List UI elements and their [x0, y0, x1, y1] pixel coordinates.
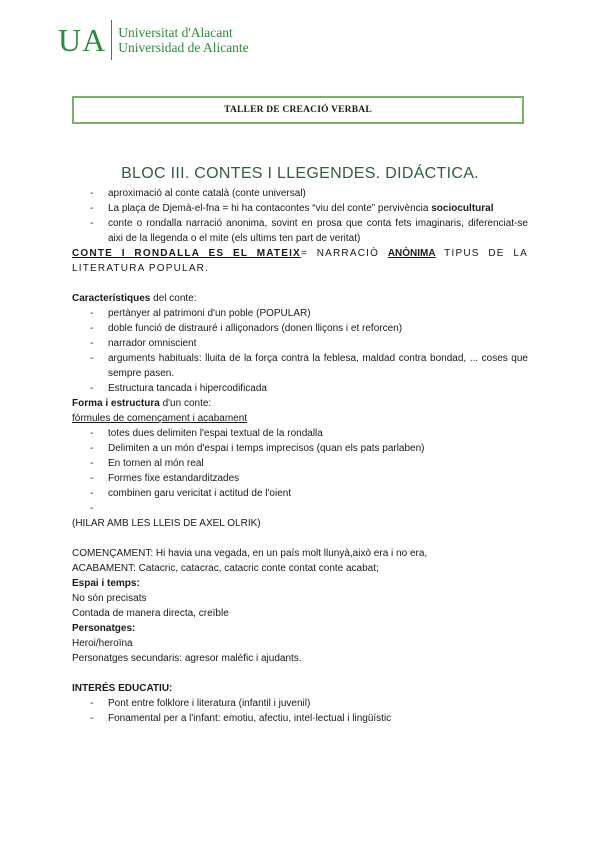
university-logo [58, 18, 249, 62]
form-heading-rest: d'un conte: [159, 398, 212, 409]
space-time-line: No són precisats [72, 593, 147, 604]
olrik-note: (HILAR AMB LES LLEIS DE AXEL OLRIK) [72, 518, 261, 529]
logo-mark: UA [58, 22, 107, 58]
list-item [72, 201, 528, 216]
workshop-title: TALLER DE CREACIÓ VERBAL [224, 105, 372, 115]
page-heading: BLOC III. CONTES I LLEGENDES. DIDÁCTICA. [121, 165, 479, 182]
form-list [72, 426, 528, 516]
list-item: - pertànyer al patrimoni d'un poble (POPULAR) [72, 306, 528, 321]
list-item: - doble funció de distrauré i alliçonadors (donen lliçons i et reforcen) [72, 321, 528, 336]
logo-name-valencian: Universitat d'Alacant [118, 25, 233, 40]
characteristics-heading [72, 291, 528, 306]
spacer [72, 666, 528, 681]
list-item: - combinen garu vericitat i actitud de l'oient [72, 486, 528, 501]
list-item [72, 501, 528, 516]
definition-term: CONTE I RONDALLA ES EL MATEIX [72, 248, 301, 259]
characters-line: Heroi/heroïna [72, 638, 133, 649]
list-item [72, 186, 528, 201]
characteristics-list [72, 306, 528, 396]
list-item-text: aproximació al conte català (conte universal) [108, 188, 306, 199]
list-item-bold: sociocultural [431, 203, 494, 214]
logo-name-spanish: Universidad de Alicante [118, 40, 249, 55]
example-end: ACABAMENT: Catacric, catacrac, catacric conte contat conte acabat; [72, 563, 379, 574]
educational-heading: INTERÉS EDUCATIU: [72, 683, 173, 694]
list-item-text: La plaça de Djemà-el-fna = hi ha contacontes “viu del conte” pervivència [108, 203, 432, 214]
form-heading-bold: Forma i estructura [72, 398, 160, 409]
list-item: - arguments habituals: lluita de la força contra la feblesa, maldad contra bondad, ... coses que sempre pasen. [72, 351, 528, 381]
characters-heading: Personatges: [72, 623, 136, 634]
document-body [72, 186, 528, 726]
workshop-title-box [72, 96, 524, 124]
characteristics-heading-bold: Característiques [72, 293, 151, 304]
example-start: COMENÇAMENT: Hi havia una vegada, en un país molt llunyà,això era i no era, [72, 548, 428, 559]
intro-list [72, 186, 528, 246]
spacer [72, 276, 528, 291]
list-item: - totes dues delimiten l'espai textual de la rondalla [72, 426, 528, 441]
characteristics-heading-rest: del conte: [150, 293, 197, 304]
list-item: - Estructura tancada i hipercodificada [72, 381, 528, 396]
list-item [72, 216, 528, 246]
list-item: - En tornen al món real [72, 456, 528, 471]
list-item-text: conte o rondalla narració anonima, sovint en prosa que conta fets imaginaris, diferenciat-se aixi de la llegenda o el mite (els ultims ten part de veritat) [108, 218, 528, 244]
list-item: - Fonamental per a l'infant: emotiu, afectiu, intel·lectual i lingüístic [72, 711, 528, 726]
list-item: - Pont entre folklore i literatura (infantil i juvenil) [72, 696, 528, 711]
list-item: - narrador omniscient [72, 336, 528, 351]
form-heading [72, 396, 528, 411]
definition-paragraph [72, 246, 528, 276]
list-item: - Delimiten a un món d'espai i temps imprecisos (quan els pats parlaben) [72, 441, 528, 456]
form-subheading: fórmules de començament i acabament [72, 413, 248, 424]
list-item: - Formes fixe estandarditzades [72, 471, 528, 486]
definition-rest: TIPUS DE LA LITERATURA POPULAR. [72, 248, 528, 274]
space-time-heading: Espai i temps: [72, 578, 140, 589]
definition-anonymous: ANÒNIMA [387, 248, 436, 259]
logo-names [118, 25, 248, 55]
definition-mid: = NARRACIÒ [300, 248, 388, 259]
educational-list [72, 696, 528, 726]
characters-line: Personatges secundaris: agresor malèfic i ajudants. [72, 653, 302, 664]
spacer [72, 531, 528, 546]
space-time-line: Contada de manera directa, creïble [72, 608, 229, 619]
logo-divider [111, 20, 112, 60]
